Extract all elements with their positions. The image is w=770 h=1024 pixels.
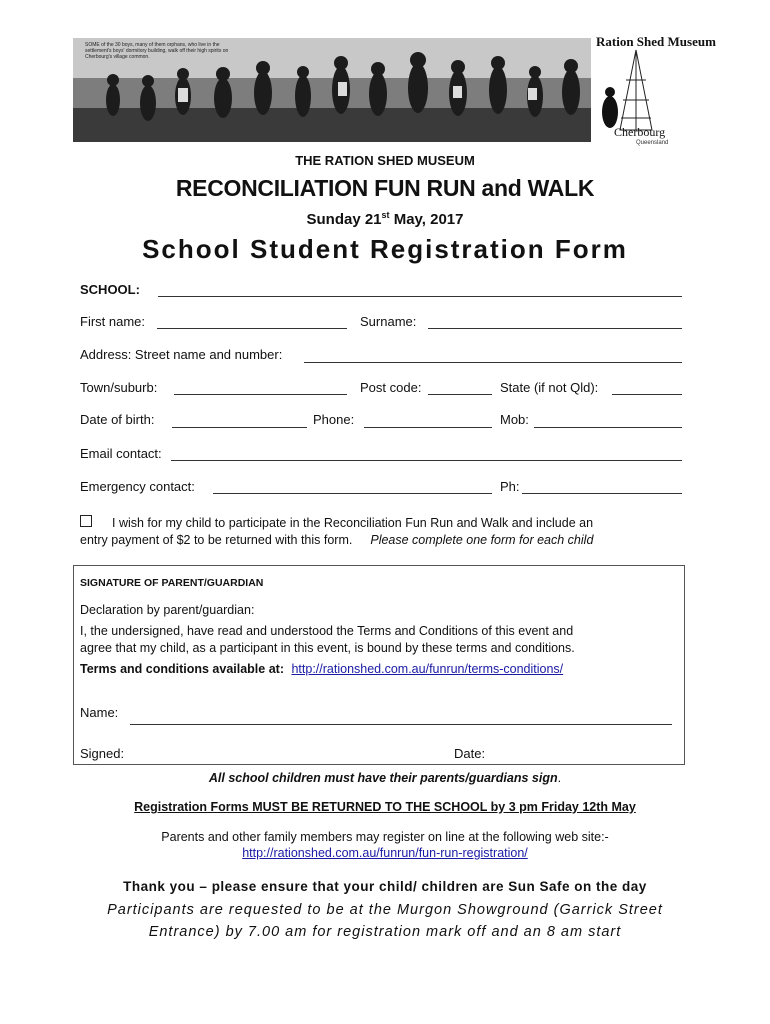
logo-subtitle: Cherbourg xyxy=(614,125,666,139)
mob-field[interactable] xyxy=(534,427,682,428)
sign-note-text: All school children must have their parents/guardians sign xyxy=(208,771,558,785)
photo-caption: SOME of the 30 boys, many of them orphans, who live in the settlement's boys' dormitory building, walk off their high spirits on Cherbourg's village common. xyxy=(85,42,229,60)
thanks-note: Thank you – please ensure that your child/ children are Sun Safe on the day xyxy=(123,879,647,894)
email-label: Email contact: xyxy=(80,446,162,461)
ph-field[interactable] xyxy=(522,493,682,494)
dob-label: Date of birth: xyxy=(80,412,155,427)
return-note: Registration Forms MUST BE RETURNED TO THE SCHOOL by 3 pm Friday 12th May xyxy=(134,800,636,814)
declaration-text-2: agree that my child, as a participant in this event, is bound by these terms and conditions. xyxy=(80,641,575,655)
consent-note: Please complete one form for each child xyxy=(370,533,594,547)
participation-checkbox[interactable] xyxy=(80,515,92,527)
logo-region: Queensland xyxy=(636,140,669,146)
sign-note-period: . xyxy=(557,771,562,785)
consent-payment-text: entry payment of $2 to be returned with this form. xyxy=(80,533,353,547)
town-field[interactable] xyxy=(174,394,347,395)
consent-line-1: I wish for my child to participate in the Reconciliation Fun Run and Walk and include an xyxy=(112,516,594,530)
declaration-heading: SIGNATURE OF PARENT/GUARDIAN xyxy=(80,577,264,589)
terms-row xyxy=(80,661,563,678)
event-date-ordinal: st xyxy=(381,210,390,220)
ration-shed-museum-logo xyxy=(592,30,716,152)
postcode-label: Post code: xyxy=(360,380,422,395)
name-label: Name: xyxy=(80,705,119,720)
town-label: Town/suburb: xyxy=(80,380,158,395)
school-label: SCHOOL: xyxy=(80,282,140,297)
logo-title: Ration Shed Museum xyxy=(596,34,716,49)
postcode-field[interactable] xyxy=(428,394,492,395)
address-field[interactable] xyxy=(304,362,682,363)
date-label: Date: xyxy=(454,746,486,761)
phone-label: Phone: xyxy=(313,412,355,427)
online-link-row xyxy=(0,845,770,862)
state-field[interactable] xyxy=(612,394,682,395)
arrival-note-1: Participants are requested to be at the Murgon Showground (Garrick Street xyxy=(107,902,663,918)
form-title: School Student Registration Form xyxy=(142,234,628,264)
surname-label: Surname: xyxy=(360,314,417,329)
address-label: Address: Street name and number: xyxy=(80,347,283,362)
dob-field[interactable] xyxy=(172,427,307,428)
terms-link[interactable]: http://rationshed.com.au/funrun/terms-conditions/ xyxy=(291,662,564,676)
arrival-note-2: Entrance) by 7.00 am for registration mark off and an 8 am start xyxy=(148,924,622,940)
terms-label: Terms and conditions available at: xyxy=(80,662,284,676)
signed-label: Signed: xyxy=(80,746,125,761)
sign-note xyxy=(0,770,770,787)
event-date-main: Sunday 21 xyxy=(306,211,382,228)
ph-label: Ph: xyxy=(500,479,520,494)
event-date-rest: May, 2017 xyxy=(389,211,464,228)
name-field[interactable] xyxy=(130,724,672,725)
online-registration-link[interactable]: http://rationshed.com.au/funrun/fun-run-registration/ xyxy=(242,846,528,860)
mob-label: Mob: xyxy=(500,412,529,427)
declaration-intro: Declaration by parent/guardian: xyxy=(80,603,255,617)
emergency-label: Emergency contact: xyxy=(80,479,195,494)
event-date xyxy=(0,210,770,228)
first-name-label: First name: xyxy=(80,314,146,329)
surname-field[interactable] xyxy=(428,328,682,329)
state-label: State (if not Qld): xyxy=(500,380,599,395)
museum-name: THE RATION SHED MUSEUM xyxy=(295,153,475,168)
online-note: Parents and other family members may register on line at the following web site:- xyxy=(161,830,609,844)
declaration-text-1: I, the undersigned, have read and understood the Terms and Conditions of this event and xyxy=(80,624,574,638)
phone-field[interactable] xyxy=(364,427,492,428)
emergency-field[interactable] xyxy=(213,493,492,494)
first-name-field[interactable] xyxy=(157,328,347,329)
consent-line-2 xyxy=(80,532,680,549)
school-field[interactable] xyxy=(158,296,682,297)
header-photo xyxy=(73,38,591,142)
email-field[interactable] xyxy=(171,460,682,461)
event-title: RECONCILIATION FUN RUN and WALK xyxy=(175,175,595,201)
